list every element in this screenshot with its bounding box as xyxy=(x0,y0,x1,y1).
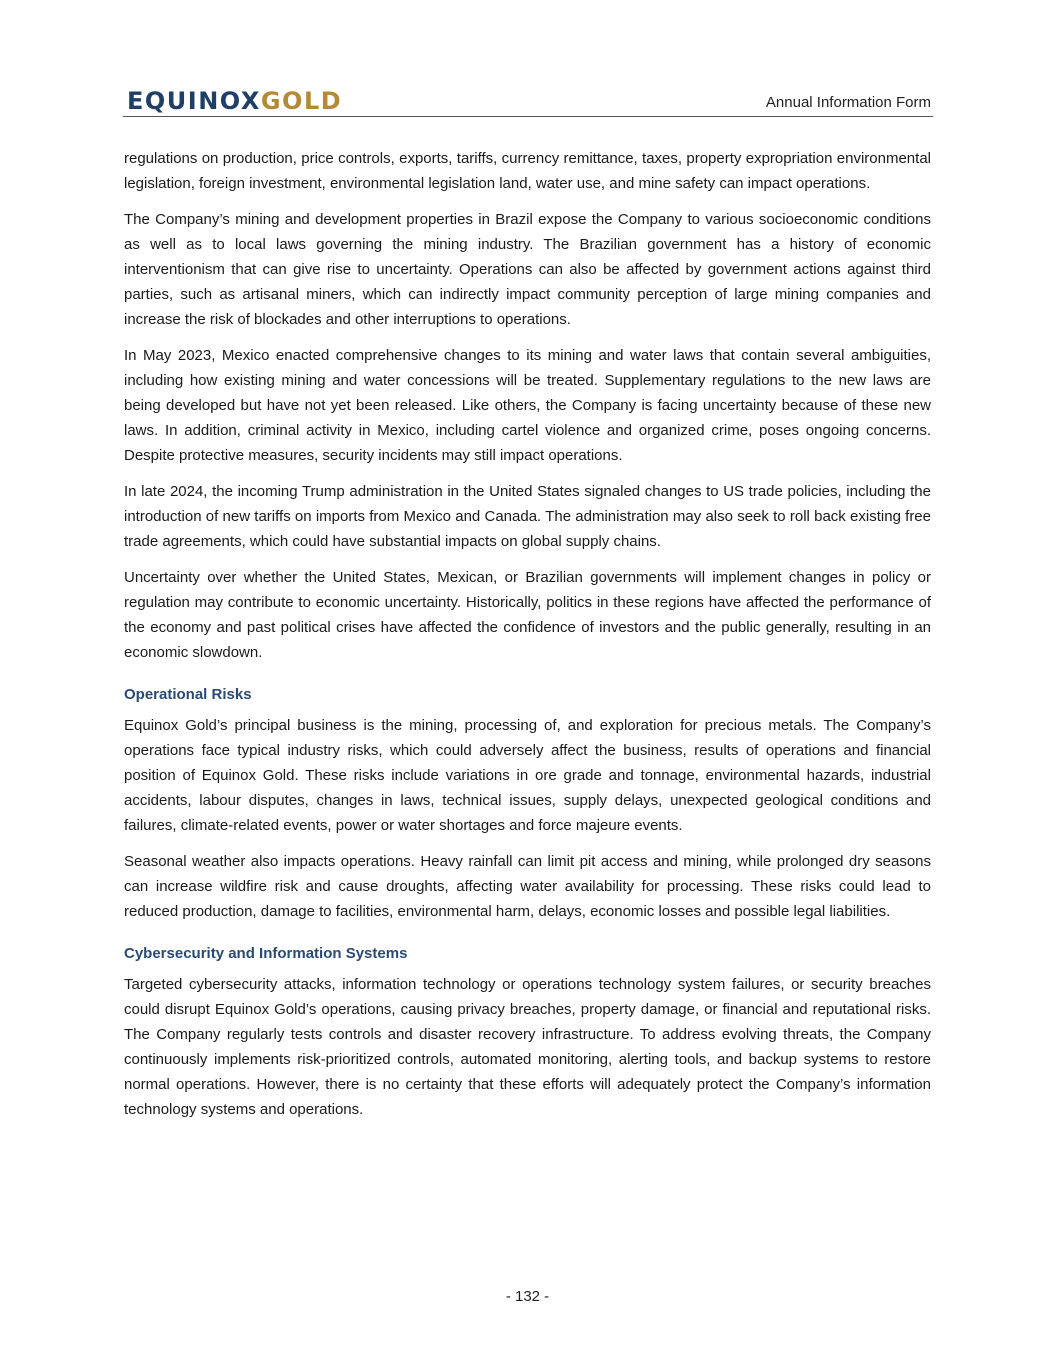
logo-gold-text: GOLD xyxy=(260,87,343,115)
body-paragraph: Equinox Gold’s principal business is the mining, processing of, and exploration for precious metals. The Company’s operations face typical industry risks, which could adversely affect the business, results of operations and financial position of Equinox Gold. These risks include variations in ore grade and tonnage, environmental hazards, industrial accidents, labour disputes, changes in laws, technical issues, supply delays, unexpected geological conditions and failures, climate-related events, power or water shortages and force majeure events. xyxy=(124,717,931,834)
logo-equinox-text: EQUINOX xyxy=(127,87,261,115)
page-header xyxy=(123,86,933,117)
equinox-gold-logo xyxy=(127,88,342,114)
section-heading-operational-risks: Operational Risks xyxy=(124,686,252,703)
body-paragraph: Uncertainty over whether the United States, Mexican, or Brazilian governments will implement changes in policy or regulation may contribute to economic uncertainty. Historically, politics in these regions have affected the performance of the economy and past political crises have affected the confidence of investors and the public generally, resulting in an economic slowdown. xyxy=(124,569,931,661)
body-paragraph: Seasonal weather also impacts operations. Heavy rainfall can limit pit access and mining, while prolonged dry seasons can increase wildfire risk and cause droughts, affecting water availability for processing. These risks could lead to reduced production, damage to facilities, environmental harm, delays, economic losses and possible legal liabilities. xyxy=(124,853,931,920)
page-content xyxy=(124,146,931,1133)
body-paragraph: The Company’s mining and development properties in Brazil expose the Company to various socioeconomic conditions as well as to local laws governing the mining industry. The Brazilian government has a history of economic interventionism that can give rise to uncertainty. Operations can also be affected by government actions against third parties, such as artisanal miners, which can indirectly impact community perception of large mining companies and increase the risk of blockades and other interruptions to operations. xyxy=(124,211,931,328)
body-paragraph: regulations on production, price controls, exports, tariffs, currency remittance, taxes, property expropriation environmental legislation, foreign investment, environmental legislation land, water use, and mine safety can impact operations. xyxy=(124,150,931,192)
section-heading-cybersecurity: Cybersecurity and Information Systems xyxy=(124,945,408,962)
body-paragraph: In late 2024, the incoming Trump administration in the United States signaled changes to US trade policies, including the introduction of new tariffs on imports from Mexico and Canada. The administration may also seek to roll back existing free trade agreements, which could have substantial impacts on global supply chains. xyxy=(124,483,931,550)
document-title: Annual Information Form xyxy=(765,94,931,111)
page-number: - 132 - xyxy=(505,1288,550,1305)
body-paragraph: Targeted cybersecurity attacks, information technology or operations technology system failures, or security breaches could disrupt Equinox Gold’s operations, causing privacy breaches, property damage, or financial and reputational risks. The Company regularly tests controls and disaster recovery infrastructure. To address evolving threats, the Company continuously implements risk-prioritized controls, automated monitoring, alerting tools, and backup systems to restore normal operations. However, there is no certainty that these efforts will adequately protect the Company’s information technology systems and operations. xyxy=(124,976,931,1118)
body-paragraph: In May 2023, Mexico enacted comprehensive changes to its mining and water laws that contain several ambiguities, including how existing mining and water concessions will be treated. Supplementary regulations to the new laws are being developed but have not yet been released. Like others, the Company is facing uncertainty because of these new laws. In addition, criminal activity in Mexico, including cartel violence and organized crime, poses ongoing concerns. Despite protective measures, security incidents may still impact operations. xyxy=(124,347,931,464)
